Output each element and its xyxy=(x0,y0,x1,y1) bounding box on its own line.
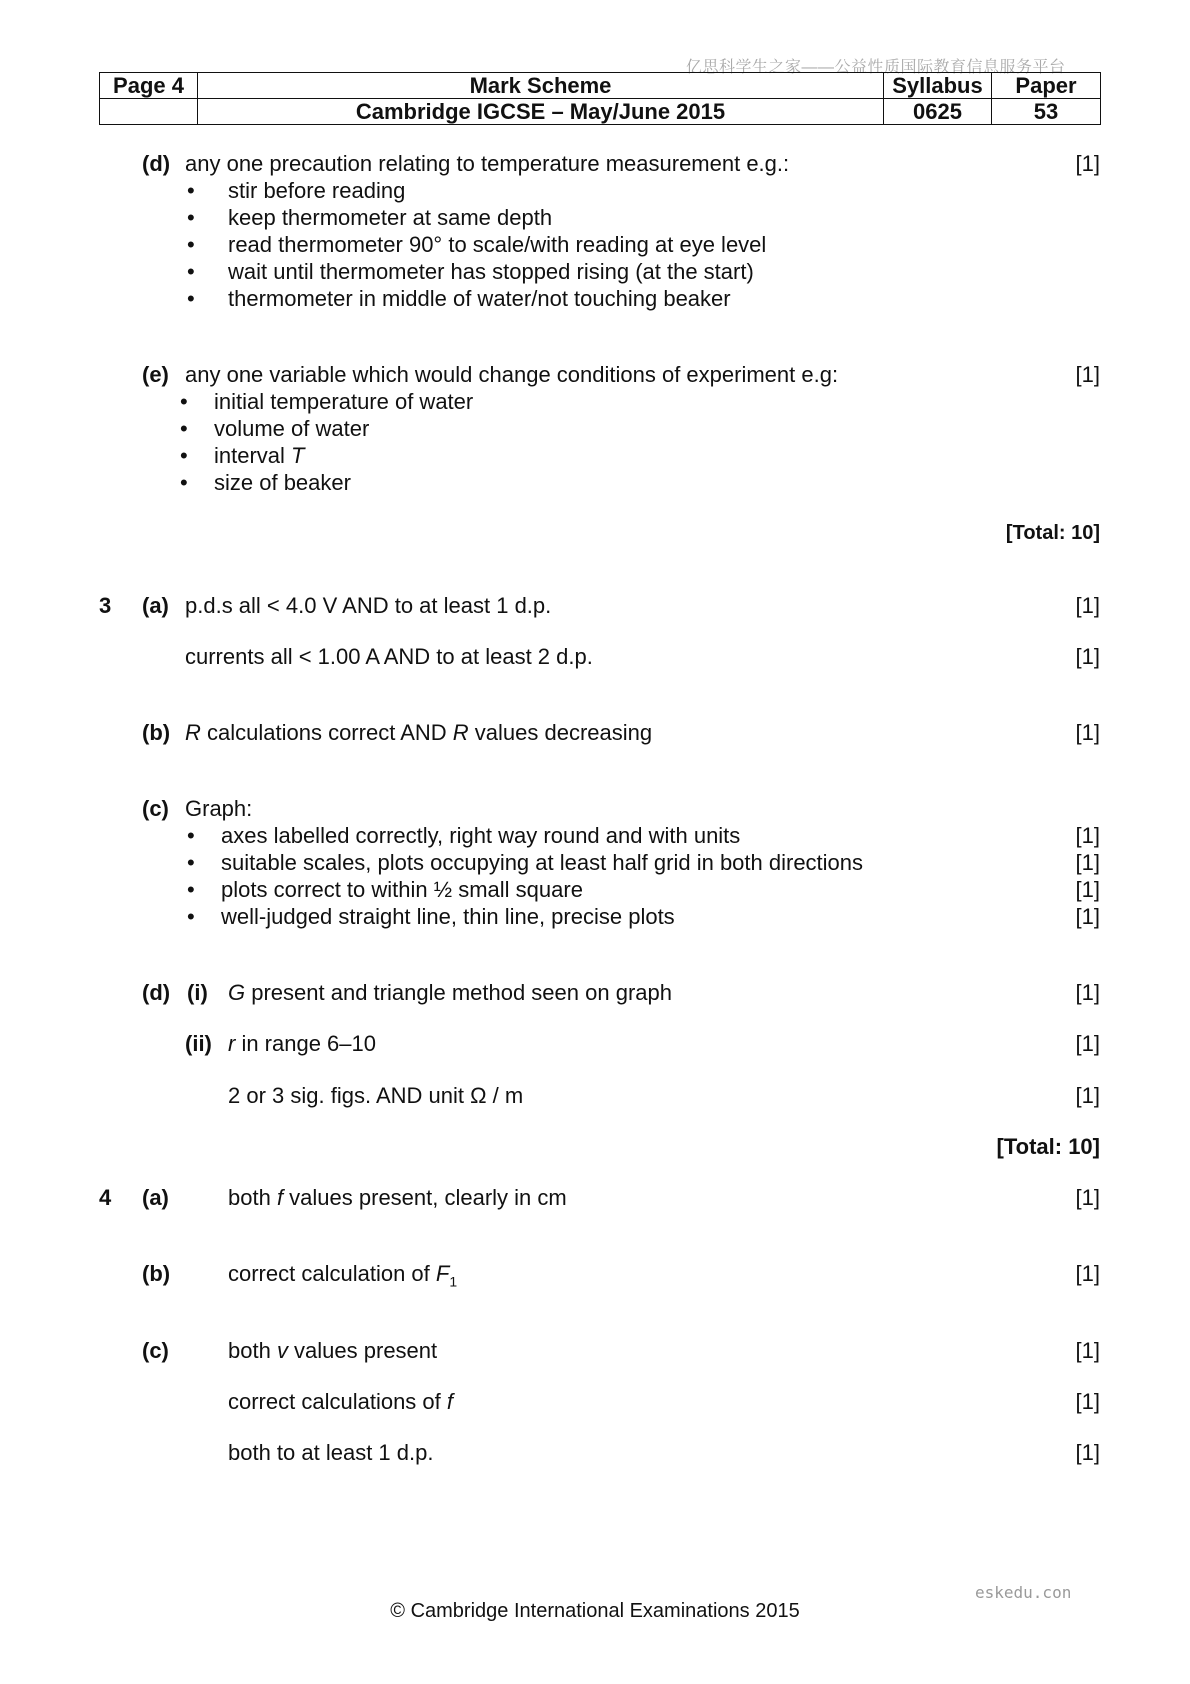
mark: [1] xyxy=(1075,1083,1100,1108)
bullet-icon: • xyxy=(187,205,195,230)
subpart-label: (ii) xyxy=(185,1031,212,1056)
mark: [1] xyxy=(1075,151,1100,176)
bullet-icon: • xyxy=(187,259,195,284)
part-label: (c) xyxy=(142,1338,169,1363)
header-paper-label: Paper xyxy=(992,73,1101,99)
header-syllabus-label: Syllabus xyxy=(884,73,992,99)
answer-text: G present and triangle method seen on graph xyxy=(228,980,672,1005)
answer-text: both v values present xyxy=(228,1338,438,1363)
mark: [1] xyxy=(1075,1338,1100,1363)
bullet-icon: • xyxy=(187,823,195,848)
bullet-icon: • xyxy=(187,904,195,929)
part-label: (b) xyxy=(142,1261,171,1286)
mark: [1] xyxy=(1075,644,1100,669)
header-syllabus-code: 0625 xyxy=(884,99,992,125)
q2-total: [Total: 10] xyxy=(1005,522,1100,544)
list-item: suitable scales, plots occupying at least half grid in both directions xyxy=(221,850,864,875)
mark: [1] xyxy=(1075,1185,1100,1210)
part-label: (e) xyxy=(142,362,169,387)
header-title: Mark Scheme xyxy=(198,73,884,99)
mark: [1] xyxy=(1075,1261,1100,1286)
mark: [1] xyxy=(1075,1440,1100,1465)
site-watermark: eskedu.con xyxy=(975,1583,1072,1602)
subpart-label: (i) xyxy=(187,980,208,1005)
mark: [1] xyxy=(1075,593,1100,618)
answer-text: both to at least 1 d.p. xyxy=(228,1440,434,1465)
bullet-icon: • xyxy=(180,389,188,414)
part-label: (a) xyxy=(142,593,169,618)
q4-number: 4 xyxy=(99,1185,112,1210)
answer-text: R calculations correct AND R values decreasing xyxy=(185,720,653,745)
q3-number: 3 xyxy=(99,593,112,618)
answer-text: correct calculation of $F_1$ xyxy=(228,1261,458,1290)
footer-copyright: © Cambridge International Examinations 2015 xyxy=(390,1600,800,1622)
header-subtitle: Cambridge IGCSE – May/June 2015 xyxy=(198,99,884,125)
list-item: volume of water xyxy=(214,416,370,441)
bullet-icon: • xyxy=(180,470,188,495)
part-label: (d) xyxy=(142,980,171,1005)
bullet-icon: • xyxy=(180,443,188,468)
mark: [1] xyxy=(1075,720,1100,745)
question-text: any one variable which would change conditions of experiment e.g: xyxy=(185,362,839,387)
answer-text: r in range 6–10 xyxy=(228,1031,376,1056)
list-item: read thermometer 90° to scale/with reading at eye level xyxy=(228,232,767,257)
part-label: (b) xyxy=(142,720,171,745)
header-table xyxy=(99,72,1101,125)
answer-text: Graph: xyxy=(185,796,253,821)
list-item: thermometer in middle of water/not touching beaker xyxy=(228,286,731,311)
list-item: initial temperature of water xyxy=(214,389,474,414)
header-page: Page 4 xyxy=(100,73,198,99)
bullet-icon: • xyxy=(180,416,188,441)
part-label: (d) xyxy=(142,151,171,176)
question-text: any one precaution relating to temperature measurement e.g.: xyxy=(185,151,790,176)
mark: [1] xyxy=(1075,823,1100,848)
list-item: size of beaker xyxy=(214,470,351,495)
answer-text: correct calculations of f xyxy=(228,1389,453,1414)
part-label: (a) xyxy=(142,1185,169,1210)
mark: [1] xyxy=(1075,1031,1100,1056)
mark: [1] xyxy=(1075,877,1100,902)
mark: [1] xyxy=(1075,850,1100,875)
watermark-text: 亿思科学生之家——公益性质国际教育信息服务平台 xyxy=(686,59,1066,76)
bullet-icon: • xyxy=(187,850,195,875)
list-item: axes labelled correctly, right way round and with units xyxy=(221,823,741,848)
header-empty-cell xyxy=(100,99,198,125)
part-label: (c) xyxy=(142,796,169,821)
list-item: well-judged straight line, thin line, precise plots xyxy=(221,904,675,929)
list-item: interval T xyxy=(214,443,305,468)
mark: [1] xyxy=(1075,362,1100,387)
bullet-icon: • xyxy=(187,286,195,311)
list-item: plots correct to within ½ small square xyxy=(221,877,583,902)
q3-total: [Total: 10] xyxy=(996,1134,1100,1159)
mark: [1] xyxy=(1075,904,1100,929)
bullet-icon: • xyxy=(187,232,195,257)
list-item: wait until thermometer has stopped rising (at the start) xyxy=(228,259,754,284)
header-paper-number: 53 xyxy=(992,99,1101,125)
bullet-icon: • xyxy=(187,877,195,902)
mark: [1] xyxy=(1075,1389,1100,1414)
answer-text: 2 or 3 sig. figs. AND unit Ω / m xyxy=(228,1083,524,1108)
answer-text: p.d.s all < 4.0 V AND to at least 1 d.p. xyxy=(185,593,552,618)
mark: [1] xyxy=(1075,980,1100,1005)
list-item: keep thermometer at same depth xyxy=(228,205,553,230)
answer-text: currents all < 1.00 A AND to at least 2 d.p. xyxy=(185,644,593,669)
answer-text: both f values present, clearly in cm xyxy=(228,1185,567,1210)
list-item: stir before reading xyxy=(228,178,406,203)
bullet-icon: • xyxy=(187,178,195,203)
